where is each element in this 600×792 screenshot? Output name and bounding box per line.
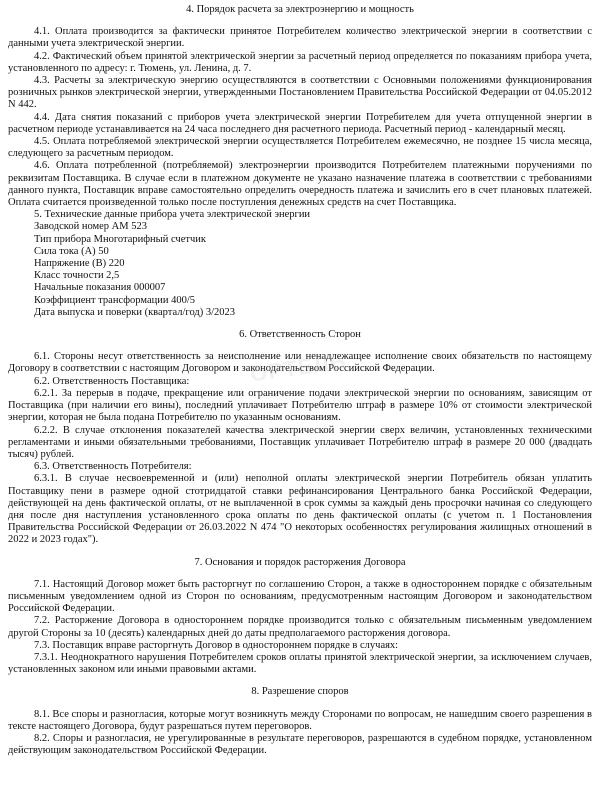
clause-7-3: 7.3. Поставщик вправе расторгнуть Договор в одностороннем порядке в случаях: bbox=[34, 639, 399, 651]
meter-data-block bbox=[8, 209, 592, 319]
section-4-heading: 4. Порядок расчета за электроэнергию и мощность bbox=[186, 4, 414, 15]
clause-6-3: 6.3. Ответственность Потребителя: bbox=[34, 461, 192, 473]
section-8-heading: 8. Разрешение споров bbox=[251, 686, 349, 698]
clause-6-2: 6.2. Ответственность Поставщика: bbox=[34, 375, 190, 387]
clause-7-1: 7.1. Настоящий Договор может быть расторгнут по соглашению Сторон, а также в одностороннем порядке с обязательным письменным уведомлением одной из Сторон по основаниям, предусмотренным настоящим Договором и законодательством Российской Федерации. bbox=[8, 578, 592, 615]
clause-4-1: 4.1. Оплата производится за фактически принятое Потребителем количество электрической энергии в соответствии с данными учета электрической энергии. bbox=[8, 26, 592, 50]
clause-7-3-1: 7.3.1. Неоднократного нарушения Потребителем сроков оплаты принятой электрической энергии, за исключением случаев, установленных законом или иными правовыми актами. bbox=[8, 651, 592, 676]
clause-6-1: 6.1. Стороны несут ответственность за неисполнение или ненадлежащее исполнение своих обязательств по настоящему Договору в соответствии с настоящим Договором и законодательством Российской Федерации. bbox=[8, 351, 592, 375]
watermark: ОРТЕЛЬ bbox=[248, 348, 349, 387]
meter-accuracy: Класс точности 2,5 bbox=[34, 270, 120, 282]
meter-title: 5. Технические данные прибора учета электрической энергии bbox=[34, 209, 311, 221]
meter-initial-reading: Начальные показания 000007 bbox=[34, 282, 166, 294]
clause-6-2-1: 6.2.1. За перерыв в подаче, прекращение или ограничение подачи электрической энергии по основаниям, зависящим от Поставщика (при наличии его вины), последний уплачивает Потребителю штраф в размере 10% от стоимости электрической энергии, которая не была подана Потребителю по указанным основаниям. bbox=[8, 387, 592, 424]
meter-transformation-ratio: Коэффициент трансформации 400/5 bbox=[34, 294, 196, 306]
section-7-heading: 7. Основания и порядок расторжения Договора bbox=[194, 556, 406, 568]
clause-6-2-2: 6.2.2. В случае отклонения показателей качества электрической энергии сверх величин, установленных техническими регламентами и иными обязательными требованиями, Поставщик уплачивает Потребителю штраф в размере 20 000 (двадцать тысяч) рублей. bbox=[8, 424, 592, 460]
clause-6-3-1: 6.3.1. В случае несвоевременной и (или) неполной оплаты электрической энергии Потребитель обязан уплатить Поставщику пени в размере одной стотридцатой ставки рефинансирования Центрального банка Российской Федерации, действующей на день фактической оплаты, от не выплаченной в срок суммы за каждый день просрочки начиная со следующего дня после дня наступления установленного срока оплаты по день фактической оплаты (с учетом п. 1 Постановления Правительства Российской Федерации от 26.03.2022 N 474 "О некоторых особенностях регулирования жилищных отношений в 2022 и 2023 годах"). bbox=[8, 473, 592, 546]
meter-type: Тип прибора Многотарифный счетчик bbox=[34, 233, 206, 245]
clause-4-2: 4.2. Фактический объем принятой электрической энергии за расчетный период определяется по показаниям прибора учета, установленного по адресу: г. Тюмень, ул. Ленина, д. 7. bbox=[8, 50, 592, 74]
meter-release-date: Дата выпуска и поверки (квартал/год) 3/2023 bbox=[34, 306, 236, 318]
clause-4-6: 4.6. Оплата потребленной (потребляемой) электроэнергии производится Потребителем платежными поручениями по реквизитам Поставщика. В случае если в платежном документе не указано назначение платежа в соответствии с требованиями данного пункта, Поставщик вправе самостоятельно определить очередность платежа и зачислить его в счет плановых платежей. Оплата считается произведенной только после поступления денежных средств на счет Поставщика. bbox=[8, 160, 592, 209]
section-6-heading: 6. Ответственность Сторон bbox=[239, 329, 361, 341]
meter-voltage: Напряжение (В) 220 bbox=[34, 258, 125, 270]
clause-4-5: 4.5. Оплата потребляемой электрической энергии осуществляется Потребителем ежемесячно, не позднее 15 числа месяца, следующего за расчетным периодом. bbox=[8, 136, 592, 160]
meter-current: Сила тока (А) 50 bbox=[34, 245, 109, 257]
clause-8-1: 8.1. Все споры и разногласия, которые могут возникнуть между Сторонами по вопросам, не нашедшим своего разрешения в тексте настоящего Договора, будут разрешаться путем переговоров. bbox=[8, 708, 592, 732]
clause-8-2: 8.2. Споры и разногласия, не урегулированные в результате переговоров, разрешаются в судебном порядке, установленном действующим законодательством Российской Федерации. bbox=[8, 732, 592, 757]
clause-7-2: 7.2. Расторжение Договора в одностороннем порядке производится только с обязательным письменным уведомлением другой Стороны за 10 (десять) календарных дней до даты предполагаемого расторжения договора. bbox=[8, 615, 592, 639]
clause-4-3: 4.3. Расчеты за электрическую энергию осуществляются в соответствии с Основными положениями функционирования розничных рынков электрической энергии, утвержденными Постановлением Правительства Российской Федерации от 04.05.2012 N 442. bbox=[8, 75, 592, 111]
meter-serial: Заводской номер АМ 523 bbox=[34, 221, 147, 233]
clause-4-4: 4.4. Дата снятия показаний с приборов учета электрической энергии Потребителем для учета отпущенной энергии в расчетном периоде устанавливается на 24 часа последнего дня расчетного периода. Расчетный период - календарный месяц. bbox=[8, 111, 592, 135]
